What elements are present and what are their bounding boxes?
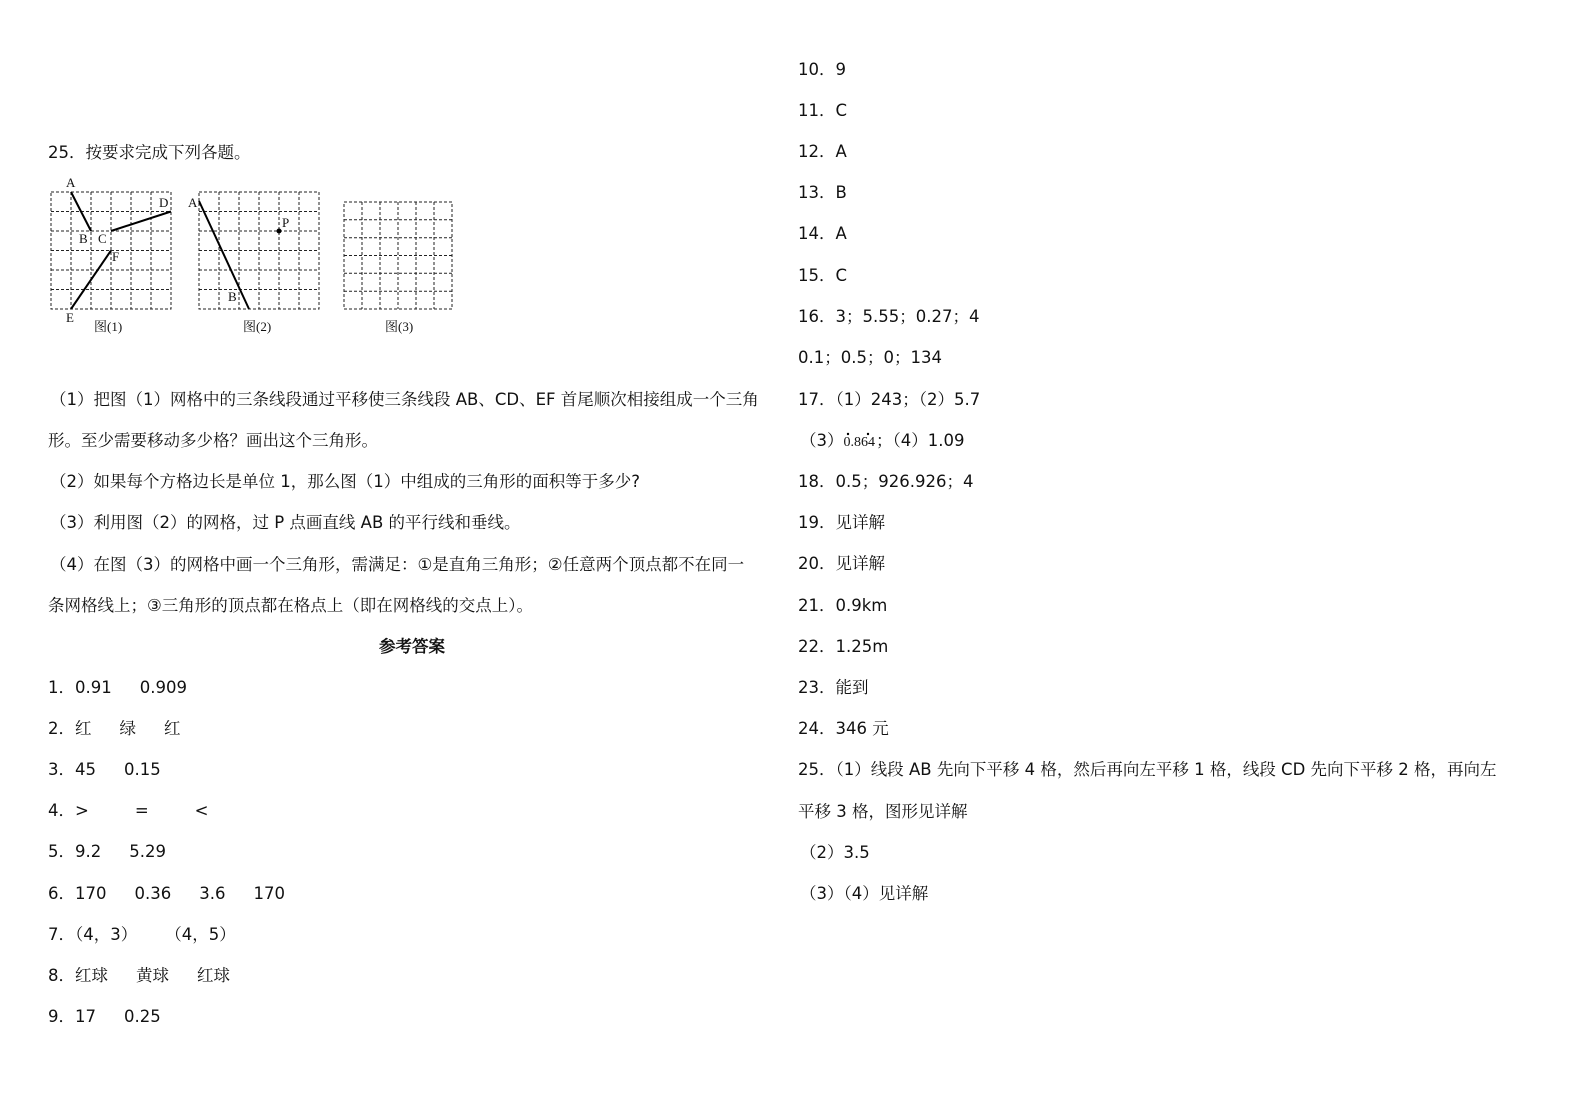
answer-value: 红球 [197,966,230,985]
answer-17-part-3-label: （3） [800,431,844,450]
answer-6 [48,883,285,905]
segment-cd [111,212,171,232]
figure-1-caption: 图(1) [94,319,123,334]
point-label-f: F [112,249,120,264]
answer-24: 24．346 元 [798,719,889,738]
answer-25-line-3: （2）3.5 [800,843,870,862]
answer-num: 8． [48,966,75,985]
question-part-2: （2）如果每个方格边长是单位 1，那么图（1）中组成的三角形的面积等于多少? [50,472,640,491]
answer-value: 红球 [75,966,108,985]
answer-23: 23．能到 [798,678,869,697]
answer-num: 6． [48,884,75,903]
answer-value: 45 [75,760,96,779]
point-label-b: B [79,231,88,246]
answer-1 [48,677,187,699]
answer-num: 7． [48,925,75,944]
answer-value: 9.2 [75,842,102,861]
answer-value: 170 [75,884,107,903]
point-label-a: A [66,175,76,190]
answer-5 [48,841,166,863]
point-label-a2: A [188,195,198,210]
answer-value: 红 [75,719,92,738]
question-part-4-line-1: （4）在图（3）的网格中画一个三角形，需满足：①是直角三角形；②任意两个顶点都不在同一 [50,555,745,574]
point-label-e: E [66,310,74,325]
answer-num: 5． [48,842,75,861]
answer-value: 5.29 [129,842,166,861]
answer-num: 3． [48,760,75,779]
answer-16-line-2: 0.1；0.5；0；134 [798,348,942,367]
answer-22: 22．1.25m [798,637,889,656]
answer-19: 19．见详解 [798,513,885,532]
answer-20: 20．见详解 [798,554,885,573]
answer-value: 17 [75,1007,96,1026]
point-label-c: C [98,231,107,246]
figure-3-caption: 图(3) [385,319,414,334]
answer-value: > [75,801,89,820]
answer-10: 10．9 [798,60,846,79]
answer-value: 绿 [119,719,136,738]
answer-value: （4，5） [165,925,236,944]
answer-11: 11．C [798,101,848,120]
figure-2 [185,172,325,334]
answer-12: 12．A [798,142,847,161]
answer-17-line-1: 17．（1）243；（2）5.7 [798,390,981,409]
repeating-dots [875,430,876,431]
question-part-1-line-1: （1）把图（1）网格中的三条线段通过平移使三条线段 AB、CD、EF 首尾顺次相接组成一个三角 [50,390,759,409]
answer-value: 0.909 [139,678,187,697]
answer-15: 15．C [798,266,848,285]
answer-25-line-2: 平移 3 格，图形见详解 [798,802,968,821]
answer-value: 红 [164,719,181,738]
answer-value: 0.25 [124,1007,161,1026]
figure-2-grid [185,172,325,334]
answer-25-line-4: （3）（4）见详解 [800,884,929,903]
question-25-title: 25．按要求完成下列各题。 [48,143,251,162]
question-part-4-line-2: 条网格线上；③三角形的顶点都在格点上（即在网格线的交点上）。 [48,596,534,615]
figure-3-grid [338,172,468,334]
answer-9 [48,1006,161,1028]
answer-17-line-2 [800,430,965,454]
point-label-p: P [282,215,290,230]
answer-value: 0.15 [124,760,161,779]
answer-value: 0.36 [134,884,172,903]
answer-17-part-4: ；（4）1.09 [876,431,965,450]
question-part-1-line-2: 形。至少需要移动多少格？画出这个三角形。 [48,431,378,450]
answer-3 [48,759,161,781]
figure-1 [48,172,178,334]
answer-8 [48,965,230,987]
answer-4 [48,800,208,822]
answer-num: 2． [48,719,75,738]
repeating-decimal: 0.864 [843,435,875,450]
answer-num: 1． [48,678,75,697]
figure-3 [338,172,468,334]
answer-value: < [194,801,209,820]
answer-num: 4． [48,801,75,820]
answer-num: 9． [48,1007,75,1026]
answer-7 [48,924,236,946]
answer-25-line-1: 25．（1）线段 AB 先向下平移 4 格，然后再向左平移 1 格，线段 CD 先向下平移 2 格，再向左 [798,760,1497,779]
answer-14: 14．A [798,224,847,243]
answer-value: 黄球 [136,966,169,985]
point-p [277,229,282,234]
answer-value: （4，3） [75,925,138,944]
figure-2-caption: 图(2) [243,319,272,334]
question-part-3: （3）利用图（2）的网格，过 P 点画直线 AB 的平行线和垂线。 [50,513,521,532]
answer-value: 0.91 [75,678,112,697]
answer-16-line-1: 16．3；5.55；0.27；4 [798,307,980,326]
point-label-d: D [159,195,169,210]
answer-21: 21．0.9km [798,596,888,615]
answer-18: 18．0.5；926.926；4 [798,472,974,491]
answers-title: 参考答案 [379,637,445,656]
line-ab [199,201,249,309]
answer-value: 3.6 [199,884,226,903]
answer-2 [48,718,181,740]
answer-value: 170 [253,884,285,903]
answer-value: = [134,801,149,820]
point-label-b2: B [228,289,237,304]
answer-13: 13．B [798,183,847,202]
